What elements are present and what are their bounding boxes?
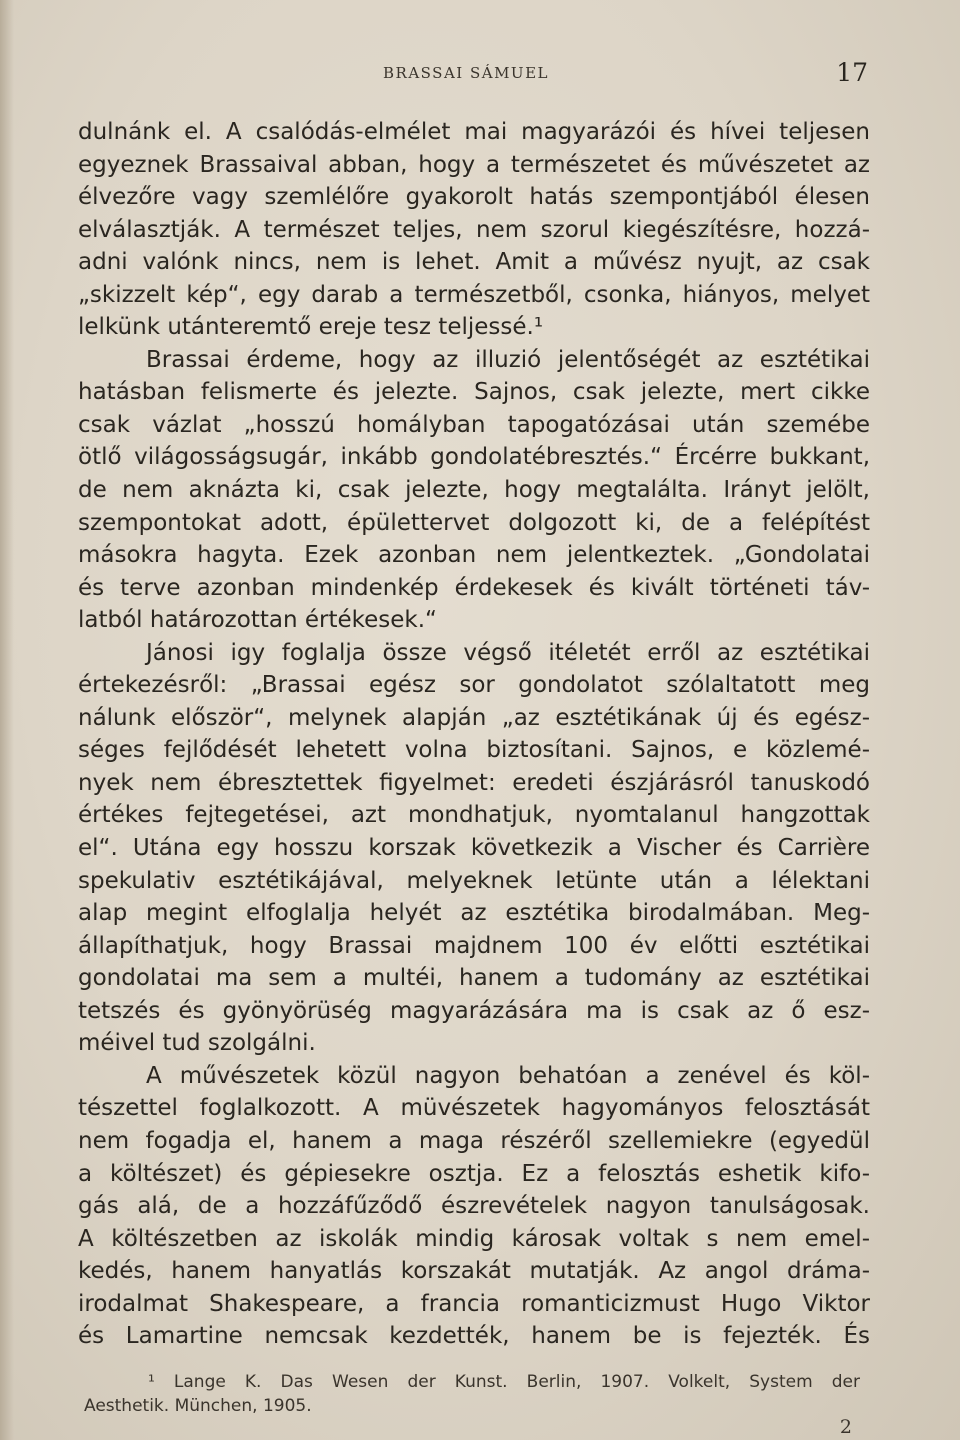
text-line: csak vázlat „hosszú homályban tapogatózásai után szemébe [78, 411, 870, 438]
body-text [78, 116, 870, 1353]
text-line: tészettel foglalkozott. A müvészetek hagyományos felosztását [78, 1095, 870, 1122]
text-line: adni valónk nincs, nem is lehet. Amit a művész nyujt, az csak [78, 249, 870, 276]
page-number: 17 [836, 58, 868, 87]
text-line: kedés, hanem hanyatlás korszakát mutatják. Az angol dráma- [78, 1258, 870, 1285]
text-line: egyeznek Brassaival abban, hogy a természetet és művészetet az [78, 151, 870, 178]
text-line: és Lamartine nemcsak kezdették, hanem be is fejezték. És [78, 1323, 870, 1350]
text-line: alap megint elfoglalja helyét az esztétika birodalmában. Meg- [78, 900, 870, 927]
text-line: nyek nem ébresztettek figyelmet: eredeti észjárásról tanuskodó [78, 769, 870, 796]
text-line: másokra hagyta. Ezek azonban nem jelentkeztek. „Gondolatai [78, 542, 870, 569]
text-line: gondolatai ma sem a multéi, hanem a tudomány az esztétikai [78, 965, 870, 992]
text-line: szempontokat adott, épülettervet dolgozott ki, de a felépítést [78, 509, 870, 536]
text-line: állapíthatjuk, hogy Brassai majdnem 100 év előtti esztétikai [78, 932, 870, 959]
footnotes [84, 1370, 860, 1418]
text-line: ötlő világosságsugár, inkább gondolatébresztés.“ Ércérre bukkant, [78, 444, 870, 471]
footnote-line: ¹ Lange K. Das Wesen der Kunst. Berlin, 1907. Volkelt, System der [148, 1372, 860, 1392]
text-line: spekulativ esztétikájával, melyeknek letünte után a lélektani [78, 867, 870, 894]
text-line: tetszés és gyönyörüség magyarázására ma is csak az ő esz- [78, 997, 870, 1024]
text-line: Jánosi igy foglalja össze végső itéletét erről az esztétikai [146, 639, 870, 666]
text-line: de nem aknázta ki, csak jelezte, hogy megtalálta. Irányt jelölt, [78, 477, 870, 504]
signature-mark: 2 [839, 1416, 852, 1438]
text-line: Brassai érdeme, hogy az illuzió jelentőségét az esztétikai [146, 346, 870, 373]
text-line: gás alá, de a hozzáfűződő észrevételek nagyon tanulságosak. [78, 1193, 870, 1220]
running-head [0, 58, 960, 92]
text-line: latból határozottan értékesek.“ [78, 607, 437, 634]
footnote-line: Aesthetik. München, 1905. [84, 1396, 312, 1416]
text-line: értékes fejtegetései, azt mondhatjuk, nyomtalanul hangzottak [78, 802, 870, 829]
text-line: nem fogadja el, hanem a maga részéről szellemiekre (egyedül [78, 1127, 870, 1154]
text-line: dulnánk el. A csalódás-elmélet mai magyarázói és hívei teljesen [78, 119, 870, 145]
text-line: hatásban felismerte és jelezte. Sajnos, csak jelezte, mert cikke [78, 379, 870, 406]
text-line: a költészet) és gépiesekre osztja. Ez a felosztás eshetik kifo- [78, 1160, 870, 1187]
text-line: „skizzelt kép“, egy darab a természetből, csonka, hiányos, melyet [78, 281, 870, 308]
text-line: el“. Utána egy hosszu korszak következik a Vischer és Carrière [78, 835, 870, 862]
text-line: A költészetben az iskolák mindig károsak voltak s nem emel- [78, 1225, 870, 1252]
text-line: séges fejlődését lehetett volna biztosítani. Sajnos, e közlemé- [78, 737, 870, 764]
text-line: és terve azonban mindenkép érdekesek és kivált történeti táv- [78, 574, 870, 601]
text-line: lelkünk utánteremtő ereje tesz teljessé.¹ [78, 314, 544, 341]
running-title: BRASSAI SÁMUEL [383, 64, 549, 82]
text-line: elválasztják. A természet teljes, nem szorul kiegészítésre, hozzá- [78, 216, 870, 243]
text-line: nálunk először“, melynek alapján „az esztétikának új és egész- [78, 704, 870, 731]
text-line: méivel tud szolgálni. [78, 1030, 316, 1057]
page-spine-shadow [0, 0, 14, 1440]
text-line: élvezőre vagy szemlélőre gyakorolt hatás szempontjából élesen [78, 184, 870, 211]
text-line: irodalmat Shakespeare, a francia romanticizmust Hugo Viktor [78, 1290, 870, 1317]
text-line: értekezésről: „Brassai egész sor gondolatot szólaltatott meg [78, 672, 870, 699]
text-line: A művészetek közül nagyon behatóan a zenével és köl- [146, 1062, 870, 1089]
